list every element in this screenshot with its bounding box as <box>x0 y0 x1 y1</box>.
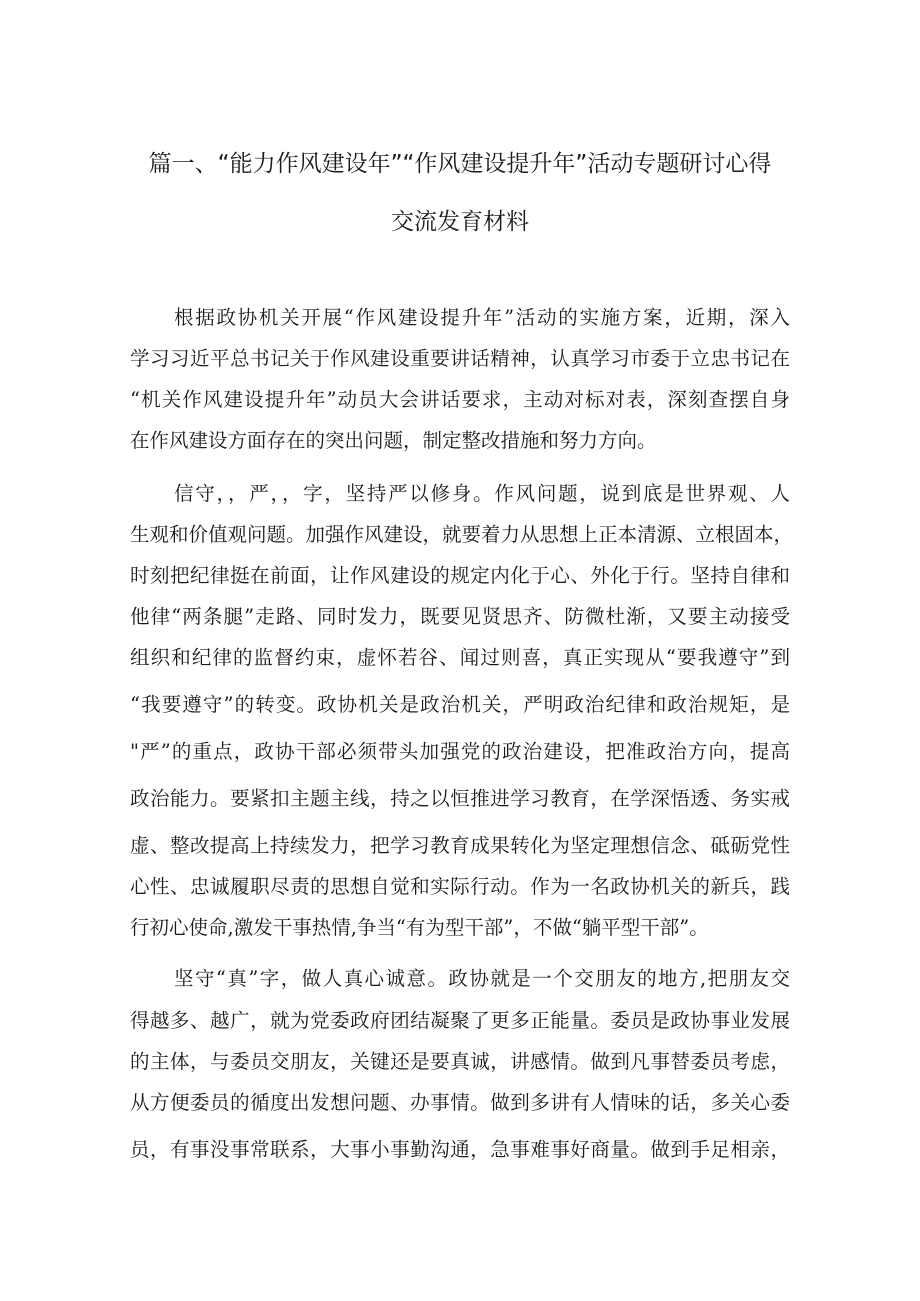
paragraph-2-line-7: "严”的重点，政协干部必须带头加强党的政治建设，把准政治方向，提高 <box>130 740 790 763</box>
paragraph-3-line-2: 得越多、越广，就为党委政府团结凝聚了更多正能量。委员是政协事业发展 <box>130 1009 790 1032</box>
paragraph-2-line-4: 他律“两条腿”走路、同时发力，既要见贤思齐、防微杜渐，又要主动接受 <box>130 605 790 628</box>
paragraph-2-line-9: 虚、整改提高上持续发力，把学习教育成果转化为坚定理想信念、砥砺党性 <box>130 834 790 857</box>
paragraph-2-line-11: 行初心使命,激发干事热情,争当“有为型干部”，不做“躺平型干部”。 <box>130 916 709 939</box>
paragraph-1-line-2: 学习习近平总书记关于作风建设重要讲话精神，认真学习市委于立忠书记在 <box>130 347 790 370</box>
paragraph-1-line-1: 根据政协机关开展“作风建设提升年”活动的实施方案，近期，深入 <box>174 306 790 329</box>
paragraph-2-line-10: 心性、忠诚履职尽责的思想自觉和实际行动。作为一名政协机关的新兵，践 <box>130 875 790 898</box>
paragraph-3-line-3: 的主体，与委员交朋友，关键还是要真诚，讲感情。做到凡事替委员考虑， <box>130 1050 790 1073</box>
paragraph-2-line-6: “我要遵守”的转变。政协机关是政治机关，严明政治纪律和政治规矩，是 <box>130 693 790 716</box>
paragraph-2-line-2: 生观和价值观问题。加强作风建设，就要着力从思想上正本清源、立根固本， <box>130 523 794 546</box>
paragraph-3-line-1: 坚守“真”字，做人真心诚意。政协就是一个交朋友的地方,把朋友交 <box>174 967 790 990</box>
paragraph-1-line-4: 在作风建设方面存在的突出问题，制定整改措施和努力方向。 <box>130 429 657 452</box>
document-title-line-2: 交流发育材料 <box>391 209 529 235</box>
paragraph-3-line-4: 从方便委员的循度出发想问题、办事情。做到多讲有人情味的话，多关心委 <box>130 1091 790 1114</box>
paragraph-3-line-5: 员，有事没事常联系，大事小事勤沟通，急事难事好商量。做到手足相亲， <box>130 1138 790 1161</box>
paragraph-2-line-5: 组织和纪律的监督约束，虚怀若谷、闻过则喜，真正实现从“要我遵守”到 <box>130 646 790 669</box>
paragraph-2-line-8: 政治能力。要紧扣主题主线，持之以恒推进学习教育，在学深悟透、务实戒 <box>130 787 790 810</box>
paragraph-2-line-1: 信守，，严，，字，坚持严以修身。作风问题，说到底是世界观、人 <box>174 482 790 505</box>
paragraph-2-line-3: 时刻把纪律挺在前面，让作风建设的规定内化于心、外化于行。坚持自律和 <box>130 564 790 587</box>
paragraph-1-line-3: “机关作风建设提升年”动员大会讲话要求，主动对标对表，深刻查摆自身 <box>130 388 790 411</box>
document-title-line-1: 篇一、“能力作风建设年”“作风建设提升年”活动专题研讨心得 <box>148 151 772 177</box>
